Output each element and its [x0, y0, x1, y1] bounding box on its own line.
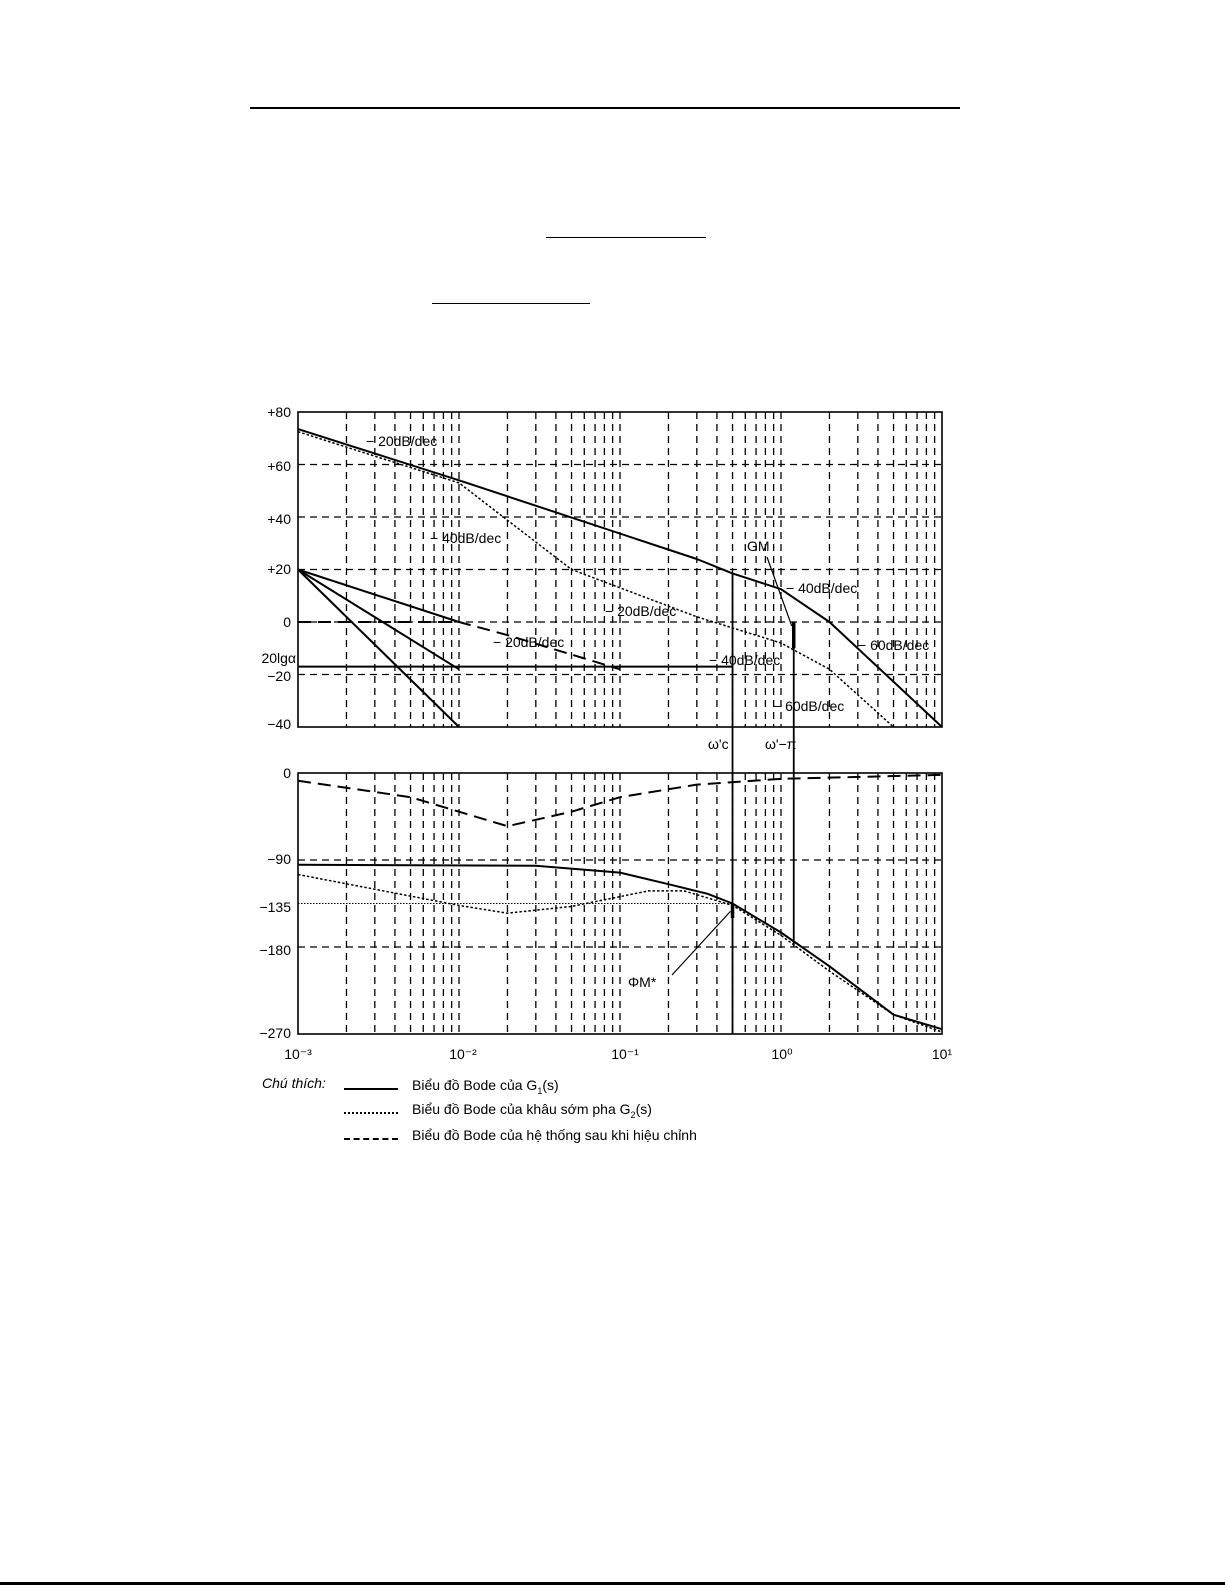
- slope-label: − 60dB/dec: [858, 637, 930, 653]
- x-tick-label: 10⁻²: [449, 1046, 477, 1062]
- y-tick-label: −20: [267, 668, 291, 684]
- phase-margin-label: ΦM*: [628, 974, 657, 990]
- y-tick-label: +60: [267, 458, 291, 474]
- y-tick-label: 0: [283, 765, 291, 781]
- x-axis-labels: [284, 1046, 952, 1062]
- x-tick-label: 10⁻³: [284, 1046, 312, 1062]
- legend-item-label: Biểu đồ Bode của $G_1(s)$: [412, 1077, 559, 1096]
- legend-swatch-dashed: [344, 1138, 398, 1140]
- y-tick-label: +40: [267, 511, 291, 527]
- legend-item-label: Biểu đồ Bode của khâu sớm pha $G_2(s)$: [412, 1101, 652, 1120]
- x-tick-label: 10⁻¹: [611, 1046, 639, 1062]
- phase-margin-pointer-line: [672, 911, 731, 975]
- y-extra-label: 20lgα: [261, 650, 296, 666]
- y-tick-label: −270: [259, 1025, 291, 1041]
- gm-label: GM: [747, 538, 770, 554]
- slope-label: − 60dB/dec: [773, 698, 845, 714]
- y-tick-label: −90: [267, 851, 291, 867]
- phase-crossover-marker-label: ω'−π: [765, 736, 797, 752]
- legend-item-compensated: [344, 1127, 804, 1149]
- legend-swatch-dotted: [344, 1112, 398, 1114]
- y-tick-label: 0: [283, 614, 291, 630]
- plot-frames: [298, 412, 942, 1034]
- series-line-solid: [298, 570, 459, 670]
- magnitude-y-axis-labels: [261, 404, 296, 732]
- y-tick-label: +80: [267, 404, 291, 420]
- y-tick-label: −135: [259, 899, 291, 915]
- legend-item-label: Biểu đồ Bode của hệ thống sau khi hiệu chỉnh: [412, 1127, 697, 1143]
- y-tick-label: −40: [267, 716, 291, 732]
- x-tick-label: 10¹: [931, 1046, 953, 1062]
- series-line-solid: [298, 570, 459, 728]
- y-tick-label: +20: [267, 561, 291, 577]
- slope-label: − 40dB/dec: [786, 580, 858, 596]
- slope-label: − 20dB/dec: [493, 634, 565, 650]
- slope-label: − 40dB/dec: [709, 652, 781, 668]
- slope-label: − 20dB/dec: [605, 603, 677, 619]
- legend-item-g2: [344, 1101, 804, 1123]
- slope-label: − 20dB/dec: [366, 433, 438, 449]
- y-tick-label: −180: [259, 942, 291, 958]
- x-tick-label: 10⁰: [771, 1046, 793, 1062]
- legend-title: Chú thích:: [262, 1075, 326, 1091]
- legend-swatch-solid: [344, 1088, 398, 1090]
- annotation-lines: [298, 557, 794, 1034]
- series-line-solid: [298, 570, 459, 623]
- slope-label: − 40dB/dec: [430, 530, 502, 546]
- legend-item-g1: [344, 1077, 804, 1099]
- phase-y-axis-labels: [259, 765, 291, 1041]
- crossover-marker-label: ω'c: [708, 736, 729, 752]
